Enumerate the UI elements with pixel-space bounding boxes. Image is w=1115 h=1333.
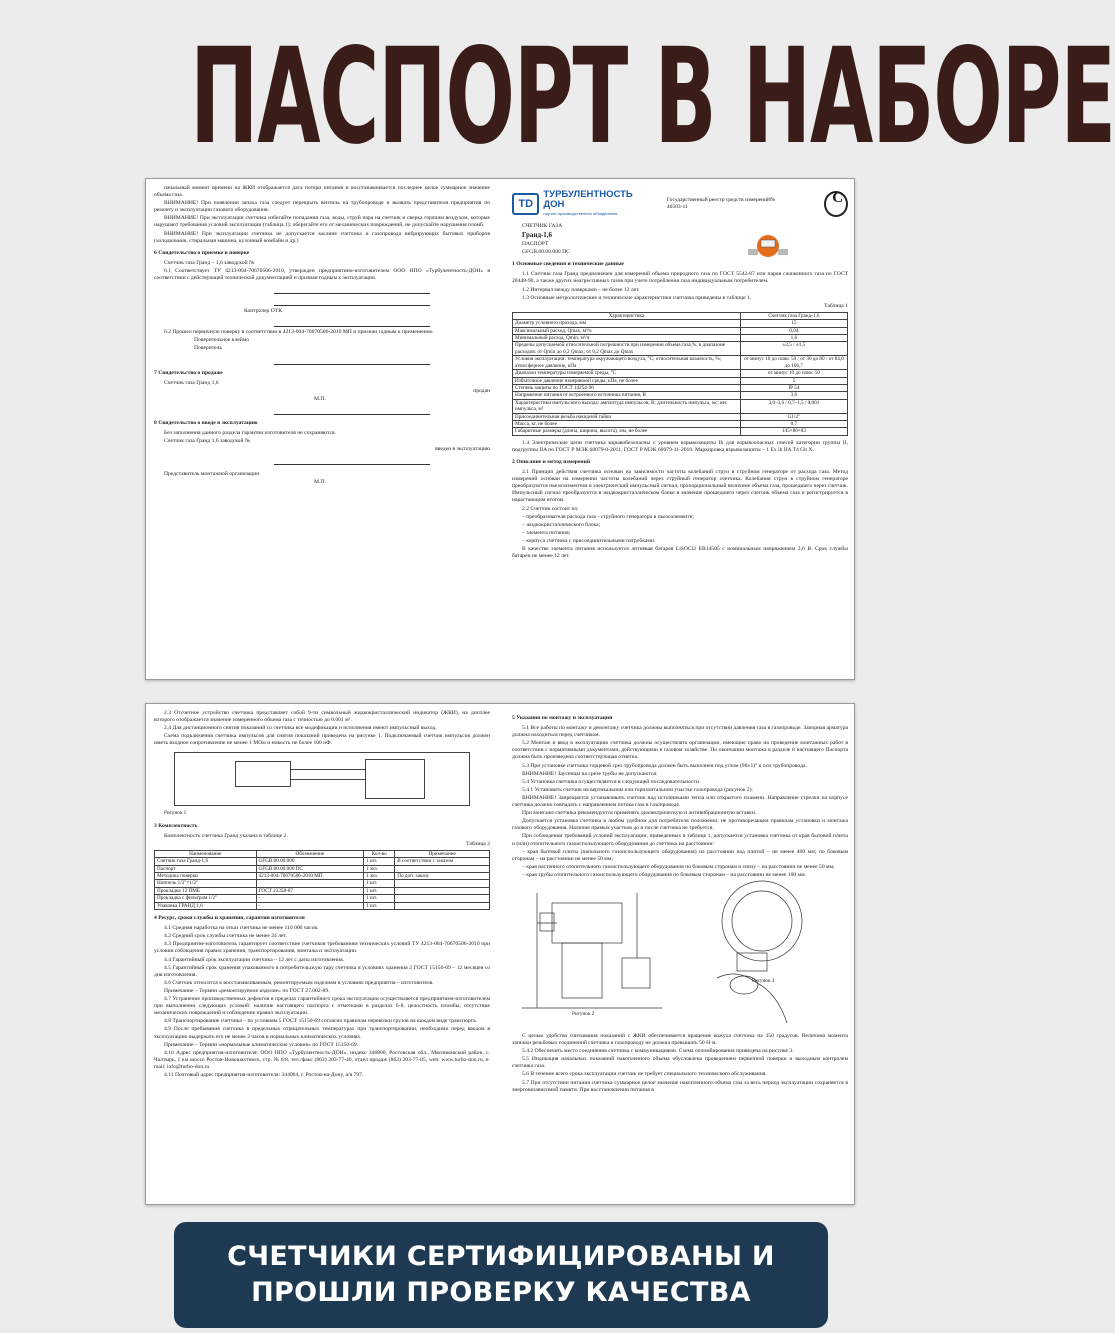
paragraph: 5.5 Индикация начальных показаний накопленного объема обусловлена проведением первичной поверки и выходным контролем счетчика газа. (512, 1056, 848, 1070)
table-cell: Минимальный расход, Qmin, м³/ч (513, 335, 741, 342)
table-cell (395, 887, 490, 894)
paragraph: Поверитель (194, 345, 222, 352)
table-cell: 1 экз. (364, 873, 395, 880)
table-cell: от минус 10 до плюс 50 / от 30 до 80 / от 84,0 до 106,7 (740, 356, 847, 370)
paragraph: 4.10 Адрес предприятия-изготовителя: ООО НПО «Турбулентность-ДОН», индекс 346800, Ростовская обл., Мясниковский район, с. Чалтырь, 1 км шоссе Ростов-Новошахтинск, стр. № 6/8, тел./факс (863) 203-77-40, отдел продаж (863) 203-77-85, web: www.turbo-don.ru, e-mail: info@turbo-don.ru (154, 1049, 490, 1070)
table-header-cell: Кол-во (364, 850, 395, 857)
table-cell: Прокладка с фильтром 1/2" (155, 895, 257, 902)
paragraph: С целью удобства считывания показаний с ЖКИ обеспечивается вращение кожуха счетчика на 350 градусов. Величина момента затяжки резьбовых соединений счетчика к газопроводу не должна превышать 50 Н·м. (512, 1032, 848, 1047)
list-item: – корпуса счетчика с присоединительными патрубками. (522, 537, 656, 544)
paragraph: ВНИМАНИЕ! Запрещается устанавливать счетчик над источниками тепла или открытого пламени. Направление стрелки на корпусе счетчика должно совпадать с направлением потока газа в газопроводе. (512, 794, 848, 809)
table-cell: 1 экз. (364, 865, 395, 872)
table-cell: Паспорт (155, 865, 257, 872)
table-cell: Пределы допускаемой относительной погрешности при измерении объема газа,%, в диапазоне расходов: от Qmin до 0,2 Qmax; от 0,2 Qmax до Qmax (513, 342, 741, 356)
company-logo-icon: TD (512, 193, 539, 215)
diagram-wire (291, 769, 365, 770)
paragraph: 4.8 Транспортирование счетчика – по условиям 5 ГОСТ 15150-69 согласно правилам перевозки грузов на каждом виде транспорта. (164, 1018, 477, 1025)
signature-line (274, 297, 430, 306)
table-cell: ГОСТ 23358-87 (256, 887, 364, 894)
table-row (513, 420, 848, 427)
paragraph: 1.4 Электрические цепи счетчика взрывобезопасны с уровнем взрывозащиты Ib для взрывоопасных смесей категории группы II, подгруппы IIA по ГОСТ Р МЭК 60079-0-2011, ГОСТ Р МЭК 60079-11-2010. Маркировка взрывозащиты – 1 Ex ib IIA T4 Gb X. (512, 439, 848, 453)
section-heading: 6 Свидетельство о приемке и поверке (154, 249, 250, 256)
paragraph: 4.9 После пребывания счетчика в предельных отрицательных температурах при транспортировании, необходимо перед вводом в эксплуатацию выдержать его не менее 3 часов в нормальных климатических условиях. (154, 1026, 490, 1040)
table-cell: - (256, 895, 364, 902)
table-cell: Прокладка 12 ПМБ (155, 887, 257, 894)
section-heading: 2 Описание и метод измерений (512, 458, 591, 465)
paragraph: Счетчик газа Гранд 1,6 заводской № (164, 438, 251, 445)
table-header-row (155, 850, 490, 857)
paragraph: Схема подключения счетчика импульсов для снятия показаний приведена на рисунке 1. Подключаемый счетчик импульсов должен иметь входное сопротивление не менее 1 МОм и емкость не более 100 пФ. (154, 733, 490, 747)
paragraph: – края бытовой плиты (напольного газоиспользующего оборудования) на расстоянии над плитой – не менее 400 мм; по боковым сторонам – на расстоянии не менее 50 мм; (512, 848, 848, 862)
figure-caption: Рисунок 3 (752, 977, 775, 984)
table-row (513, 399, 848, 413)
paragraph: ВНИМАНИЕ! При эксплуатации счетчика избегайте попадания газа, воды, струй пара на счетчик и сверка горячим воздухом, которые нарушают требования условий эксплуатации (таблица 1); оберегайте его от механических повреждений, не допускайте нарушения пломб. (154, 215, 490, 229)
table-header-row (513, 312, 848, 319)
paragraph: 4.7 Устранение производственных дефектов в пределах гарантийного срока эксплуатации осуществляется предприятием-изготовителем при выполнении следующих условий: наличие настоящего паспорта с отметками в разделах 6-8, целостность пломбы, отсутствие механических повреждений и соблюдение правил эксплуатации. (154, 996, 490, 1017)
table-header-cell: Обозначение (256, 850, 364, 857)
table-header-cell: Наименование (155, 850, 257, 857)
passport-spread-1 (145, 178, 855, 680)
table-cell: IP 54 (740, 384, 847, 391)
paragraph: При монтаже счетчика рекомендуется применять диэлектрическую и антивибрационную вставки. (522, 810, 757, 817)
document-type: ПАСПОРТ (522, 241, 549, 248)
section-heading: 3 Комплектность (154, 822, 198, 829)
banner-line-2: ПРОШЛИ ПРОВЕРКУ КАЧЕСТВА (251, 1277, 751, 1308)
paragraph: 5.1 Все работы по монтажу и демонтажу счетчика должны выполняться при отсутствии давления газа в газопроводе. Запорная арматура должна находиться перед счетчиком. (512, 725, 848, 739)
table-cell: 145×86×83 (740, 428, 847, 435)
table-row (513, 428, 848, 435)
table-cell: 4213-004-70670506-2010 МП (256, 873, 364, 880)
table-row (513, 413, 848, 420)
diagram-wire (291, 779, 365, 780)
passport-page-right-2 (512, 710, 848, 1198)
table-cell: По доп. заказу (395, 873, 490, 880)
table-row (513, 356, 848, 370)
table-row (513, 327, 848, 334)
table-row (155, 873, 490, 880)
paragraph: Примечание – Термин «нормальные климатические условия» по ГОСТ 15150-69. (164, 1041, 359, 1048)
table-row (513, 342, 848, 356)
paragraph: Без заполнения данного раздела гарантии изготовителя не сохраняются. (164, 429, 336, 436)
table-cell: ±2,5 / ±1,5 (740, 342, 847, 356)
diagram-block (235, 761, 291, 787)
paragraph: При соблюдении требований условий эксплуатации, приведенных в таблице 1, допускается установка счетчика от края бытовой плиты и (или) отопительного газоиспользующего оборудования до счетчика на расстоянии: (512, 833, 848, 847)
signature-line (274, 285, 430, 294)
list-item: – жидкокристаллического блока; (522, 521, 601, 528)
paragraph: 2.4 Для дистанционного снятия показаний со счетчика все модификации и исполнения имеют импульсный выход. (164, 725, 437, 732)
signature-line (274, 406, 430, 415)
paragraph: 5.4 Установка счетчика осуществляется в следующей последовательности. (522, 778, 701, 785)
registry-text: Государственный реестр средств измерений№ 46503-11 (666, 197, 776, 210)
table-cell: Ниппель 1/2"×1/2" (155, 880, 257, 887)
table-row (155, 902, 490, 909)
table-cell: от минус 10 до плюс 50 (740, 370, 847, 377)
table-header-cell: Характеристика (513, 312, 741, 319)
signature-line (274, 456, 430, 465)
paragraph: 1.1 Счетчик газа Гранд предназначен для измерений объема природного газа по ГОСТ 5542-87 или паров сжиженного газа по ГОСТ 20448-90, а также других неагрессивных газов при учете потребления газа индивидуальным потребителем. (512, 271, 848, 285)
table-cell (256, 880, 364, 887)
paragraph: 4.3 Предприятие-изготовитель гарантирует соответствие счетчиков требованиям технических условий ТУ 4213-004-70670506-2010 при условии соблюдения правил хранения, транспортирования, монтажа и эксплуатации. (154, 941, 490, 955)
paragraph: 5.4.1 Установить счетчик на вертикальном или горизонтальном участке газопровода (рисунок 2). (522, 786, 753, 793)
product-model: Гранд-1,6 (522, 231, 553, 240)
document-code: GFGB.00.00.000 ПС (522, 249, 570, 256)
installation-illustrations (512, 883, 848, 1033)
paragraph: Счетчик газа Гранд 1,6 (164, 379, 219, 386)
table-cell: 1 шт. (364, 858, 395, 865)
table-cell (395, 895, 490, 902)
table-cell: Степень защиты по ГОСТ 14254-96 (513, 384, 741, 391)
paragraph: В качестве элемента питания используется литиевая батарея LiSOCl2 ER14505 с номинальным напряжением 3,6 В. Срок службы батареи не менее 12 лет. (512, 545, 848, 560)
table-cell: Диапазон температуры измеряемой среды, °С (513, 370, 741, 377)
header-row (512, 189, 848, 219)
paragraph: 2.2 Счетчик состоит из: (522, 505, 579, 512)
table-row (155, 858, 490, 865)
paragraph: 6.2 Прошел первичную поверку в соответствии в 4213-004-70670506-2010 МП и признан годным к применению. (164, 329, 434, 336)
passport-page-left-1 (154, 185, 490, 673)
table-cell: Счетчик газа Гранд-1,6 (155, 858, 257, 865)
table-row (155, 895, 490, 902)
gas-meter-icon (748, 229, 788, 263)
table-cell: Масса, кг, не более (513, 420, 741, 427)
paragraph: 5.3 При установке счетчика торцевой срез трубопровода должен быть выполнен под углом (90±1)° к оси трубопровода. (522, 762, 807, 769)
paragraph: 4.5 Гарантийный срок хранения упакованного в потребительскую тару счетчика в условиях хранения 2 ГОСТ 15150-69 – 12 месяцев со дня изготовления. (154, 964, 490, 978)
table-row (155, 880, 490, 887)
table-cell: G1/2" (740, 413, 847, 420)
paragraph: ВНИМАНИЕ! При эксплуатации счетчика не допускается касание счетчика и газопровода вибрирующих бытовых приборов (холодильник, стиральная машина, кухонный комбайн и др.) (154, 230, 490, 244)
table-cell: Избыточное давление измеряемой среды, кПа, не более (513, 377, 741, 384)
list-item: – элемента питания; (522, 529, 571, 536)
paragraph: 6.1 Соответствует ТУ 4213-004-70670506-2010, утвержден предприятием-изготовителем ООО НПО «Турбулентность-ДОН» в соответствии с действующей технической документацией и признан годным к эксплуатации. (154, 267, 490, 282)
table-row (513, 335, 848, 342)
paragraph: Поверительное клеймо (194, 337, 250, 344)
table-caption: Таблица 1 (824, 302, 848, 309)
signature-line (274, 356, 430, 365)
headline: ПАСПОРТ В НАБОРЕ (190, 20, 1115, 174)
table-cell (395, 902, 490, 909)
paragraph: 2.1 Принцип действия счетчика основан на зависимости частоты колебаний струи в струйном генераторе от расхода газа. Метод измерений основан на измерении частоты колебаний через струйный генератор счетчика. Колебания струи в струйном генераторе преобразуются пьезоэлементом в электрический импульсный сигнал, пропорциональный величине объема газа, прошедшего через счетчик. Импульсный сигнал преобразуется в жидкокристаллическом блоке в значение прошедшего через счетчик объема газа и регистрируется в нарастающим итогом. (512, 469, 848, 504)
table-cell: Максимальный расход, Qmax, м³/ч (513, 327, 741, 334)
table-cell: 1 шт. (364, 895, 395, 902)
brand-block (543, 190, 645, 217)
paragraph: – края настенного отопительного газоиспользующего оборудования по боковым сторонам и снизу – на расстоянии не менее 50 мм; (522, 863, 835, 870)
paragraph: 2.3 Отсчетное устройство счетчика представляет собой 9-ти символьный жидкокристаллический индикатор (ЖКИ), на дисплее которого отображается значение измеренного объема газа с точностью до 0,001 м³. (154, 710, 490, 724)
paragraph: 4.2 Средний срок службы счетчика не менее 24 лет. (164, 933, 287, 940)
paragraph: продан (473, 387, 490, 394)
kit-table (154, 850, 490, 910)
certification-seal-icon (824, 191, 848, 217)
table-row (155, 887, 490, 894)
paragraph: Комплектность счетчика Гранд указана в таблице 2. (164, 832, 288, 839)
table-caption: Таблица 2 (466, 840, 490, 847)
paragraph: Контролер ОТК (244, 308, 282, 315)
paragraph: 4.11 Почтовый адрес предприятия-изготовителя: 344064, г. Ростов-на-Дону, а/я 797. (164, 1071, 364, 1078)
banner-line-1: СЧЕТЧИКИ СЕРТИФИЦИРОВАНЫ И (227, 1241, 775, 1272)
table-cell: Характеристики импульсного выхода: амплитуда импульсов, В; длительность импульса, мс; вес импульса, м³ (513, 399, 741, 413)
paragraph: введен в эксплуатацию (435, 446, 490, 453)
paragraph: 4.4 Гарантийный срок эксплуатации счетчика – 12 лет с даты изготовления. (164, 956, 345, 963)
table-cell: 1 шт. (364, 887, 395, 894)
table-row (513, 384, 848, 391)
table-cell: Условия эксплуатации: температура окружающего воздуха, °С; относительная влажность, %; атмосферное давление, кПа (513, 356, 741, 370)
paragraph: 4.1 Средняя наработка на отказ счетчика не менее 110 000 часов. (164, 925, 319, 932)
table-cell: - (256, 902, 364, 909)
table-cell (395, 880, 490, 887)
table-header-cell: Примечание (395, 850, 490, 857)
paragraph: 1.2 Интервал между поверками – не более 12 лет. (522, 286, 640, 293)
paragraph: 5.2 Монтаж и ввод в эксплуатацию счетчика должны осуществлять организации, имеющие право на проведение монтажных работ в соответствии с нормативными документами, действующими в газовом хозяйстве. По окончании монтажа в разделе 8 настоящего Паспорта должна быть произведена соответствующая отметка. (512, 740, 848, 761)
passport-page-right-1 (512, 185, 848, 673)
brand-subtitle: научно-производственное объединение (543, 211, 618, 217)
paragraph: ВНИМАНИЕ! При появлении запаха газа следует перекрыть вентиль на трубопроводе и вызвать представителя предприятия по ремонту и эксплуатации газового оборудования. (154, 200, 490, 214)
table-cell: Габаритные размеры (длина, ширина, высота), мм, не более (513, 428, 741, 435)
section-heading: 7 Свидетельство о продаже (154, 369, 223, 376)
table-cell: Упаковка ГРАНД 1,6 (155, 902, 257, 909)
brand-name: ТУРБУЛЕНТНОСТЬ ДОН (543, 189, 633, 211)
product-type: СЧЕТЧИК ГАЗА (522, 223, 563, 229)
table-cell (395, 865, 490, 872)
paragraph: ВНИМАНИЕ! Заусенцы на срезе трубы не допускаются. (522, 770, 658, 777)
spec-table (512, 312, 848, 436)
figure-caption: Рисунок 1 (164, 810, 187, 817)
table-cell: 3,6 (740, 392, 847, 399)
table-cell: 0,04 (740, 327, 847, 334)
signature-line (274, 318, 430, 327)
passport-spread-2 (145, 703, 855, 1205)
paragraph: М.П. (314, 395, 326, 402)
table-cell: Присоединительная резьба накидной гайки (513, 413, 741, 420)
paragraph: – края трубы отопительного газоиспользующего оборудования по боковым сторонам – на расстоянии не менее 100 мм. (522, 871, 807, 878)
certification-banner (174, 1222, 828, 1328)
paragraph: Представитель монтажной организации (164, 471, 260, 478)
list-item: – преобразователя расхода газа - струйного генератора в пьезоэлементе; (522, 513, 694, 520)
paragraph: 5.7 При отсутствии питания счетчика суммарное целое значение накопленного объема газа за весь период эксплуатации сохраняется в энергонезависимой памяти. При восстановлении питания в (512, 1079, 848, 1093)
paragraph: Примечание – Термин «ремонтируемое изделие» по ГОСТ 27.002-89. (164, 987, 330, 994)
table-row (513, 392, 848, 399)
table-cell: 1,6 (740, 335, 847, 342)
paragraph: начальный момент времени на ЖКИ отображается дата потери питания и восстанавливается последнее целое суммарное значение объема газа. (154, 185, 490, 199)
table-cell: GFGB.00.00.000 ПС (256, 865, 364, 872)
passport-page-left-2 (154, 710, 490, 1198)
paragraph: Счетчик газа Гранд – 1,6 заводской № (164, 259, 255, 266)
figure-caption: Рисунок 2 (572, 1010, 595, 1017)
paragraph: 1.3 Основные метрологические и технические характеристики счетчика приведены в таблице 1. (522, 294, 752, 301)
section-heading: 4 Ресурс, сроки службы и хранения, гарантии изготовителя (154, 915, 305, 922)
paragraph: 4.6 Счетчик относится к восстанавливаемым, ремонтируемым изделиям в условиях предприятия – изготовителя. (164, 979, 434, 986)
section-heading: 8 Свидетельство о вводе в эксплуатацию (154, 419, 258, 426)
connection-diagram (174, 752, 470, 806)
table-cell: GFGB.00.00.000 (256, 858, 364, 865)
table-cell: Методика поверки (155, 873, 257, 880)
table-row (513, 320, 848, 327)
paragraph: М.П. (314, 479, 326, 486)
section-heading: 5 Указания по монтажу и эксплуатации (512, 715, 613, 721)
table-cell: 15 (740, 320, 847, 327)
table-cell: 3,0–3,6 / 0,7–1,5 / 0,001 (740, 399, 847, 413)
paragraph: Допускается установка счетчика в любом удобном для потребителя положении, не противоречащем правилам установки и монтажа газового оборудования. Наличие прямых участков до и после счетчика не требуется. (512, 818, 848, 832)
paragraph: 5.4.2 Обеспечить место соединения счетчика с коммуникациями. Схема опломбирования приведена на рисунке 3. (522, 1048, 794, 1055)
table-cell: 1 шт. (364, 902, 395, 909)
paragraph: 5.6 В течение всего срока эксплуатации счетчик не требует специального технического обслуживания. (522, 1071, 767, 1078)
diagram-block (365, 759, 425, 799)
table-header-cell: Счетчик газа Гранд-1,6 (740, 312, 847, 319)
table-row (513, 370, 848, 377)
table-cell: 1 шт. (364, 880, 395, 887)
table-row (513, 377, 848, 384)
table-cell: Диаметр условного прохода, мм (513, 320, 741, 327)
table-cell: 0,7 (740, 420, 847, 427)
table-cell: В соответствии с заказом (395, 858, 490, 865)
table-cell: Напряжение питания от встроенного источника питания, В (513, 392, 741, 399)
section-heading: 1 Основные сведения и технические данные (512, 261, 624, 268)
table-cell: 5 (740, 377, 847, 384)
table-row (155, 865, 490, 872)
